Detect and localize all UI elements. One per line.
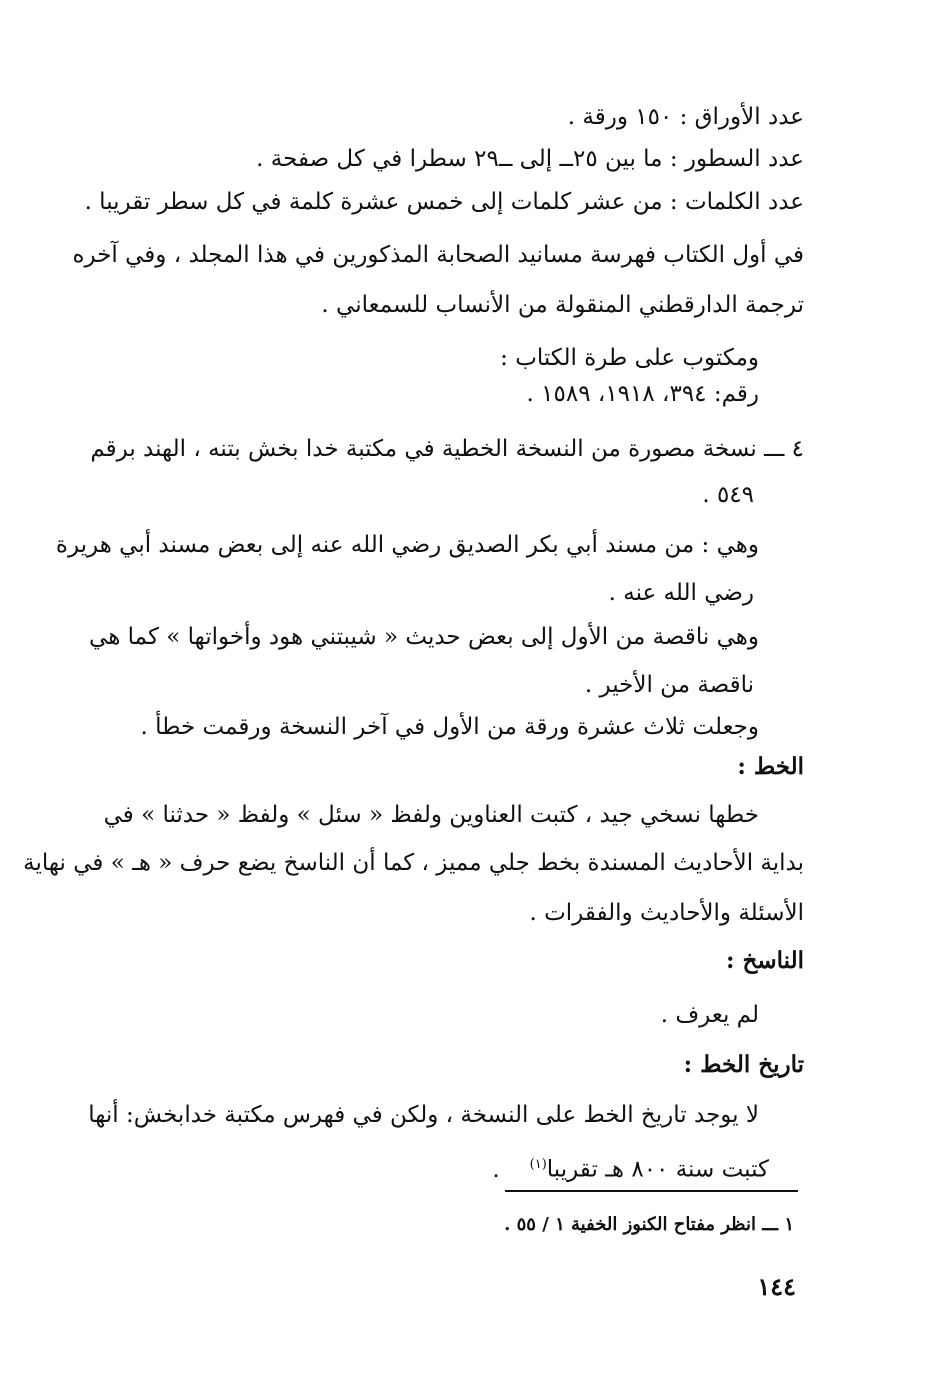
contents-range-line-1: وهي : من مسند أبي بكر الصديق رضي الله عنه إلى بعض مسند أبي هريرة	[55, 532, 759, 558]
contents-line-2: ترجمة الدارقطني المنقولة من الأنساب للسمعاني .	[321, 292, 804, 318]
date-line-1: لا يوجد تاريخ الخط على النسخة ، ولكن في فهرس مكتبة خدابخش: أنها	[88, 1102, 759, 1128]
contents-range-line-2: رضي الله عنه .	[608, 580, 754, 606]
missing-parts-line-2: ناقصة من الأخير .	[584, 672, 754, 698]
missing-parts-line-1: وهي ناقصة من الأول إلى بعض حديث « شيبتني هود وأخواتها » كما هي	[89, 624, 759, 650]
footnote: ١ ـــ انظر مفتاح الكنوز الخفية ١ / ٥٥ .	[504, 1214, 794, 1235]
footnote-reference: (١)	[529, 1157, 547, 1172]
lines-count-line: عدد السطور : ما بين ٢٥ــ إلى ــ٢٩ سطرا في كل صفحة .	[256, 146, 804, 172]
copyist-value: لم يعرف .	[660, 1002, 759, 1028]
date-heading: تاريخ الخط :	[683, 1051, 804, 1078]
copy-4-line-1: ٤ ـــ نسخة مصورة من النسخة الخطية في مكتبة خدا بخش بتنه ، الهند برقم	[90, 436, 804, 462]
date-line-2-end: .	[492, 1156, 500, 1183]
script-line-1: خطها نسخي جيد ، كتبت العناوين ولفظ « سئل » ولفظ « حدثنا » في	[103, 802, 759, 828]
date-line-2-text: كتبت سنة ٨٠٠ هـ تقريبا	[546, 1156, 769, 1183]
script-line-2: بداية الأحاديث المسندة بخط جلي مميز ، كما أن الناسخ يضع حرف « هـ » في نهاية	[23, 850, 804, 876]
misplaced-leaves-line: وجعلت ثلاث عشرة ورقة من الأول في آخر النسخة ورقمت خطأ .	[140, 714, 759, 740]
leaves-count-line: عدد الأوراق : ١٥٠ ورقة .	[567, 104, 804, 130]
written-on-line: ومكتوب على طرة الكتاب :	[500, 345, 759, 371]
date-line-2	[492, 1150, 769, 1185]
page-number: ١٤٤	[757, 1272, 796, 1301]
words-count-line: عدد الكلمات : من عشر كلمات إلى خمس عشرة كلمة في كل سطر تقريبا .	[84, 189, 804, 215]
copy-4-line-2: ٥٤٩ .	[702, 482, 754, 508]
script-heading: الخط :	[737, 753, 804, 780]
copyist-heading: الناسخ :	[726, 947, 804, 974]
footnote-separator	[505, 1190, 798, 1192]
contents-line-1: في أول الكتاب فهرسة مسانيد الصحابة المذكورين في هذا المجلد ، وفي آخره	[72, 242, 804, 268]
catalog-number-line: رقم: ٣٩٤، ١٩١٨، ١٥٨٩ .	[526, 381, 759, 407]
script-line-3: الأسئلة والأحاديث والفقرات .	[529, 900, 804, 926]
